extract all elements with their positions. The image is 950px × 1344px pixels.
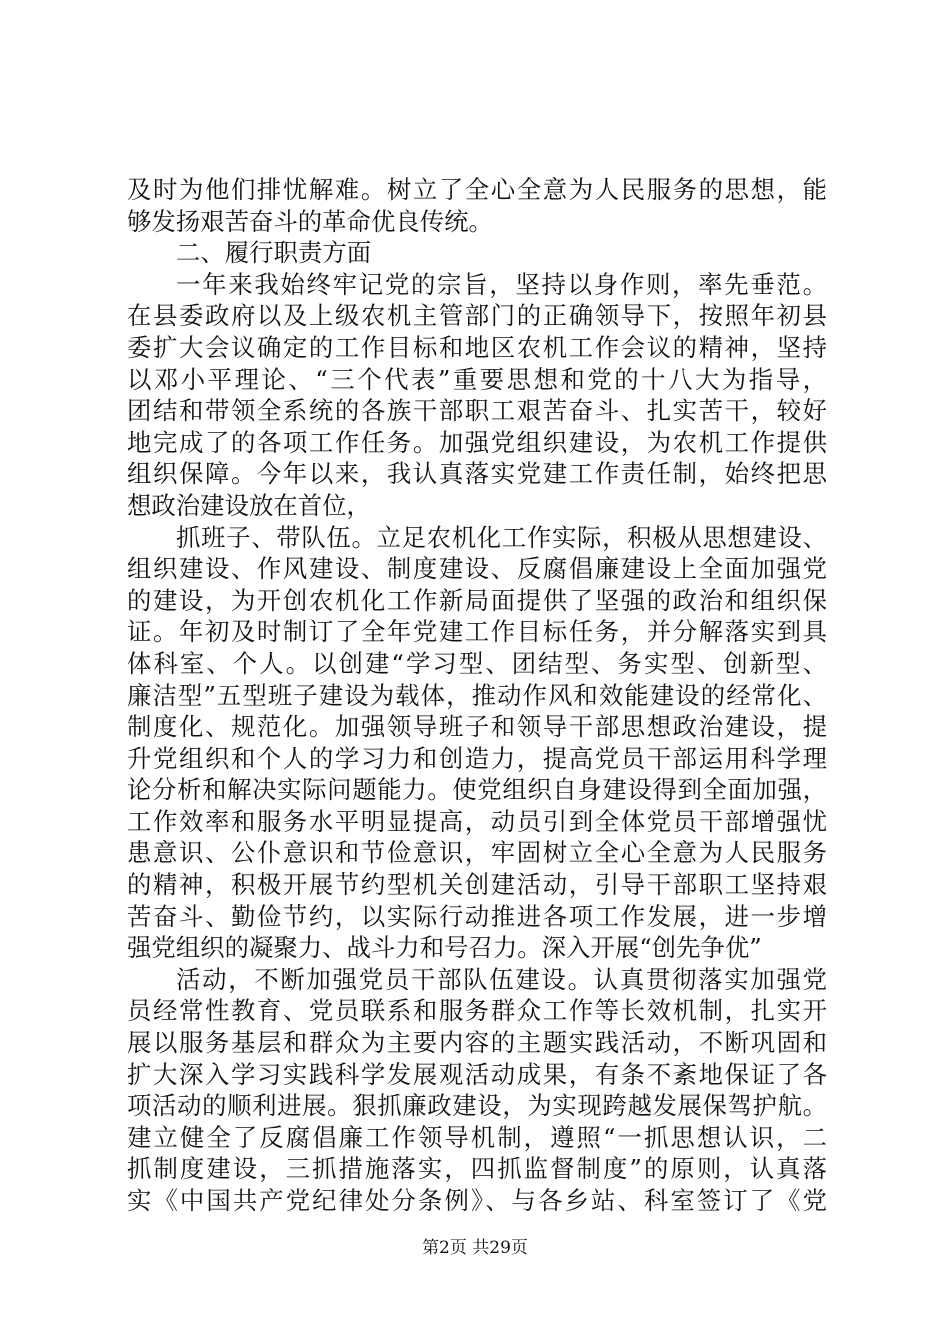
- text-line: 抓制度建设，三抓措施落实，四抓监督制度”的原则，认真落: [127, 1154, 827, 1184]
- text-line: 一年来我始终牢记党的宗旨，坚持以身作则，率先垂范。: [176, 269, 827, 299]
- text-line: 的建设，为开创农机化工作新局面提供了坚强的政治和组织保: [127, 585, 827, 615]
- text-line: 强党组织的凝聚力、战斗力和号召力。深入开展“创先争优”: [127, 933, 762, 963]
- text-line: 展以服务基层和群众为主要内容的主题实践活动，不断巩固和: [127, 1028, 827, 1058]
- text-line: 论分析和解决实际问题能力。使党组织自身建设得到全面加强，: [127, 775, 827, 805]
- page-number-footer: 第2页 共29页: [422, 1238, 528, 1258]
- text-line: 组织建设、作风建设、制度建设、反腐倡廉建设上全面加强党: [127, 554, 827, 584]
- text-line: 及时为他们排忧解难。树立了全心全意为人民服务的思想，能: [127, 175, 827, 204]
- text-line: 扩大深入学习实践科学发展观活动成果，有条不紊地保证了各: [127, 1059, 827, 1089]
- text-line: 工作效率和服务水平明显提高，动员引到全体党员干部增强忧: [127, 806, 827, 836]
- text-line: 二、履行职责方面: [176, 238, 372, 268]
- text-line: 患意识、公仆意识和节俭意识，牢固树立全心全意为人民服务: [127, 838, 827, 868]
- text-line: 制度化、规范化。加强领导班子和领导干部思想政治建设，提: [127, 712, 827, 742]
- document-body: [127, 174, 827, 1217]
- text-line: 组织保障。今年以来，我认真落实党建工作责任制，始终把思: [127, 459, 827, 489]
- text-line: 项活动的顺利进展。狠抓廉政建设，为实现跨越发展保驾护航。: [127, 1091, 827, 1121]
- text-line: 活动，不断加强党员干部队伍建设。认真贯彻落实加强党: [176, 964, 827, 994]
- text-line: 想政治建设放在首位，: [127, 490, 371, 520]
- text-line: 实《中国共产党纪律处分条例》、与各乡站、科室签订了《党: [127, 1186, 827, 1215]
- text-line: 委扩大会议确定的工作目标和地区农机工作会议的精神，坚持: [127, 332, 827, 362]
- text-line: 员经常性教育、党员联系和服务群众工作等长效机制，扎实开: [127, 996, 827, 1026]
- text-line: 廉洁型”五型班子建设为载体，推动作风和效能建设的经常化、: [127, 680, 827, 710]
- text-line: 建立健全了反腐倡廉工作领导机制，遵照“一抓思想认识，二: [127, 1122, 827, 1152]
- text-line: 证。年初及时制订了全年党建工作目标任务，并分解落实到具: [127, 617, 827, 647]
- text-line: 抓班子、带队伍。立足农机化工作实际，积极从思想建设、: [176, 522, 827, 552]
- text-line: 的精神，积极开展节约型机关创建活动，引导干部职工坚持艰: [127, 870, 827, 900]
- text-line: 苦奋斗、勤俭节约，以实际行动推进各项工作发展，进一步增: [127, 901, 827, 931]
- text-line: 体科室、个人。以创建“学习型、团结型、务实型、创新型、: [127, 648, 827, 678]
- text-line: 地完成了的各项工作任务。加强党组织建设，为农机工作提供: [127, 427, 827, 457]
- text-line: 团结和带领全系统的各族干部职工艰苦奋斗、扎实苦干，较好: [127, 396, 827, 426]
- text-line: 以邓小平理论、“三个代表”重要思想和党的十八大为指导，: [127, 364, 827, 394]
- text-line: 升党组织和个人的学习力和创造力，提高党员干部运用科学理: [127, 743, 827, 773]
- text-line: 够发扬艰苦奋斗的革命优良传统。: [127, 206, 493, 236]
- text-line: 在县委政府以及上级农机主管部门的正确领导下，按照年初县: [127, 301, 827, 331]
